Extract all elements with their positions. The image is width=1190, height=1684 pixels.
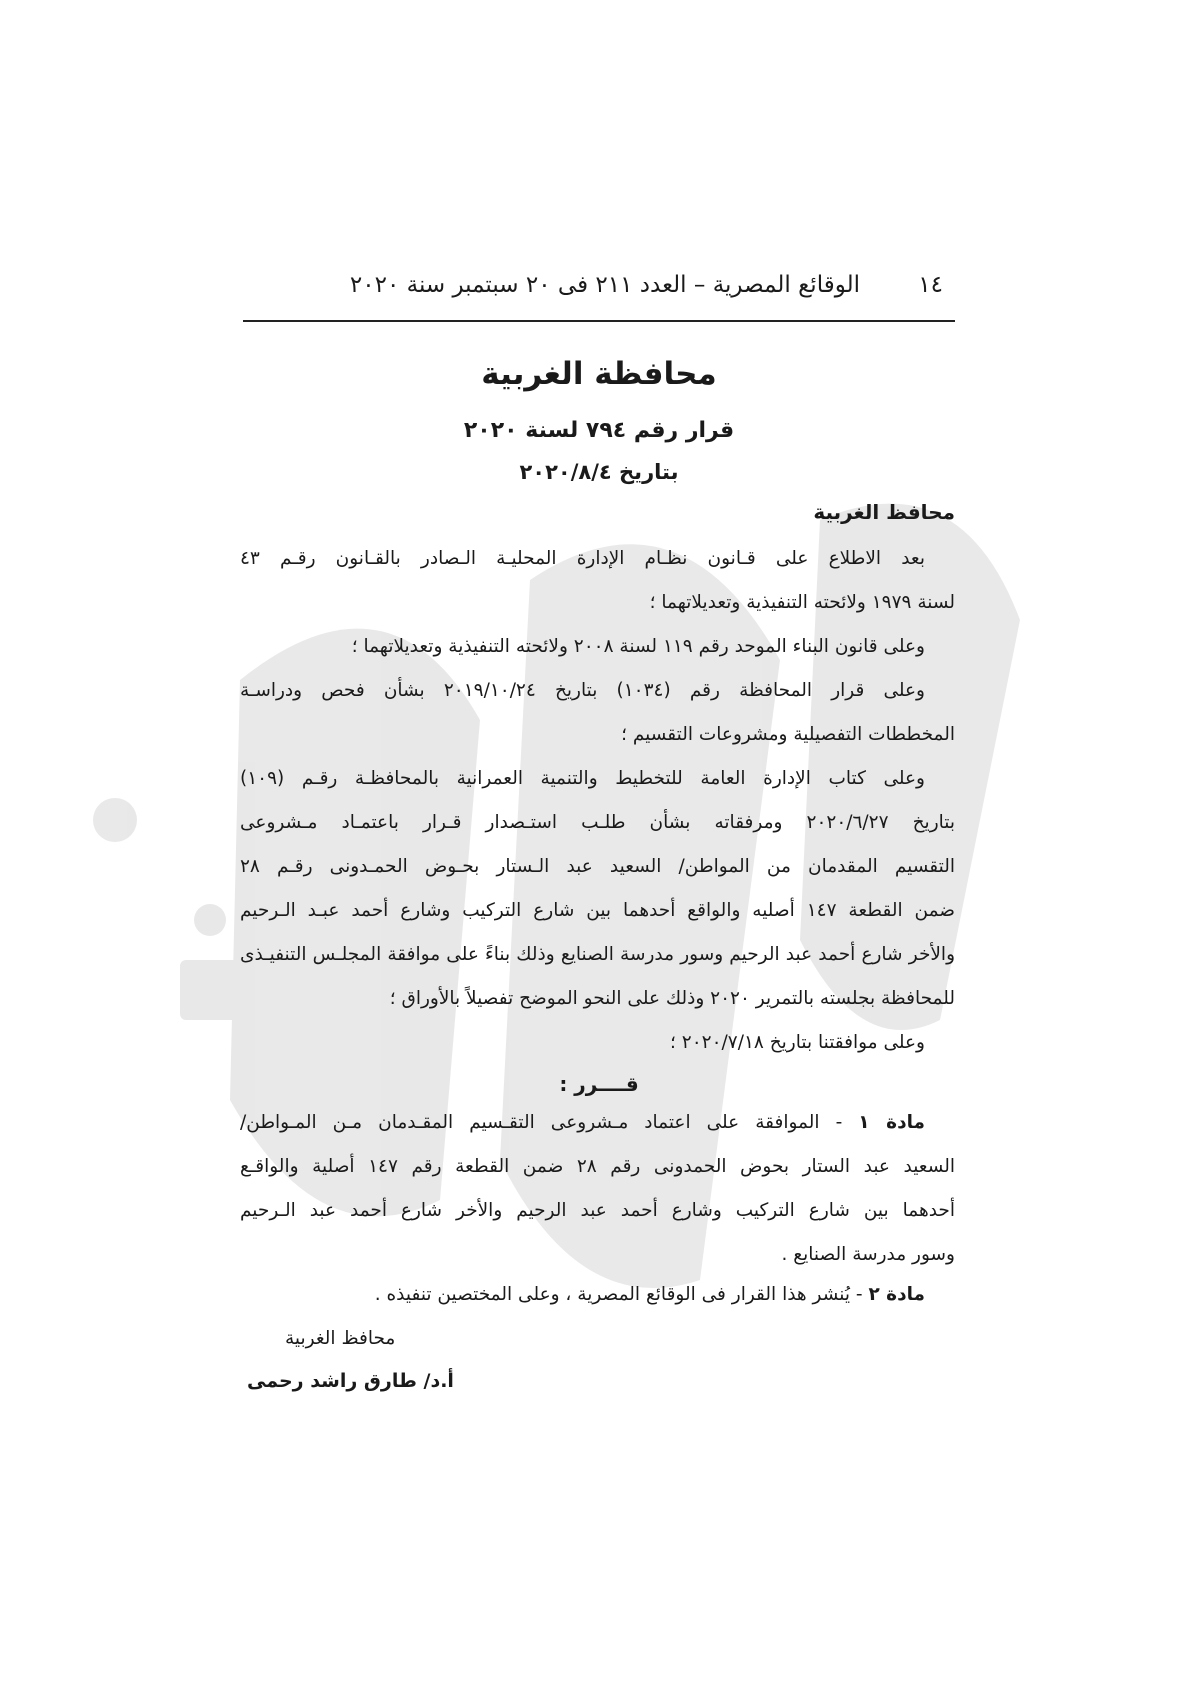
signer-title: محافظ الغربية bbox=[285, 1328, 396, 1349]
article-1-line: - الموافقة على اعتماد مـشروعى التقـسيم المقـدمان مـن المـواطن/ bbox=[240, 1112, 859, 1133]
article-2-text: - يُنشر هذا القرار فى الوقائع المصرية ، وعلى المختصين تنفيذه . bbox=[374, 1284, 869, 1305]
article-2-label: مادة ٢ bbox=[868, 1284, 925, 1305]
governorate-heading: محافظة الغربية bbox=[481, 356, 717, 392]
issuer-label: محافظ الغربية bbox=[813, 500, 955, 524]
preamble bbox=[240, 548, 955, 1208]
preamble-line: المخططات التفصيلية ومشروعات التقسيم ؛ bbox=[621, 724, 955, 745]
article-1-line: أحدهما بين شارع التركيب وشارع أحمد عبد الرحيم والأخر شارع أحمد عبد الـرحيم bbox=[240, 1200, 955, 1221]
preamble-line: وعلى قانون البناء الموحد رقم ١١٩ لسنة ٢٠٠٨ ولائحته التنفيذية وتعديلاتهما ؛ bbox=[351, 636, 925, 657]
preamble-line: بتاريخ ٢٠٢٠/٦/٢٧ ومرفقاته بشأن طلـب استـصدار قـرار باعتمـاد مـشروعى bbox=[240, 812, 955, 833]
preamble-line: وعلى قرار المحافظة رقم (١٠٣٤) بتاريخ ٢٠١٩/١٠/٢٤ بشأن فحص ودراسـة bbox=[240, 680, 925, 701]
preamble-line: والأخر شارع أحمد عبد الرحيم وسور مدرسة الصنايع وذلك بناءً على موافقة المجلـس التنفيـذى bbox=[240, 944, 955, 965]
decree-number: قرار رقم ٧٩٤ لسنة ٢٠٢٠ bbox=[463, 418, 735, 443]
gazette-header bbox=[243, 268, 955, 318]
article-1-label: مادة ١ bbox=[858, 1112, 925, 1133]
preamble-line: وعلى موافقتنا بتاريخ ٢٠٢٠/٧/١٨ ؛ bbox=[670, 1032, 925, 1053]
page-number: ١٤ bbox=[918, 272, 943, 298]
preamble-line: التقسيم المقدمان من المواطن/ السعيد عبد الـستار بحـوض الحمـدونى رقـم ٢٨ bbox=[240, 856, 955, 877]
preamble-line: بعد الاطلاع على قـانون نظـام الإدارة المحليـة الـصادر بالقـانون رقـم ٤٣ bbox=[240, 548, 925, 569]
preamble-line: للمحافظة بجلسته بالتمرير ٢٠٢٠ وذلك على النحو الموضح تفصيلاً بالأوراق ؛ bbox=[389, 988, 955, 1009]
decree-date: بتاريخ ٢٠٢٠/٨/٤ bbox=[519, 460, 679, 484]
article-1-line: وسور مدرسة الصنايع . bbox=[781, 1244, 955, 1265]
header-divider bbox=[243, 320, 955, 322]
article-1-line: السعيد عبد الستار بحوض الحمدونى رقم ٢٨ ضمن القطعة رقم ١٤٧ أصلية والواقـع bbox=[240, 1156, 955, 1177]
gazette-title: الوقائع المصرية – العدد ٢١١ فى ٢٠ سبتمبر سنة ٢٠٢٠ bbox=[349, 272, 860, 298]
preamble-line: ضمن القطعة ١٤٧ أصليه والواقع أحدهما بين شارع التركيب وشارع أحمد عبـد الـرحيم bbox=[240, 900, 955, 921]
signer-name: أ.د/ طارق راشد رحمى bbox=[247, 1370, 454, 1392]
article-1 bbox=[240, 1112, 955, 1292]
decides-label: قــــرر : bbox=[559, 1072, 639, 1096]
preamble-line: وعلى كتاب الإدارة العامة للتخطيط والتنمية العمرانية بالمحافظـة رقـم (١٠٩) bbox=[240, 768, 925, 789]
preamble-line: لسنة ١٩٧٩ ولائحته التنفيذية وتعديلاتهما ؛ bbox=[649, 592, 955, 613]
